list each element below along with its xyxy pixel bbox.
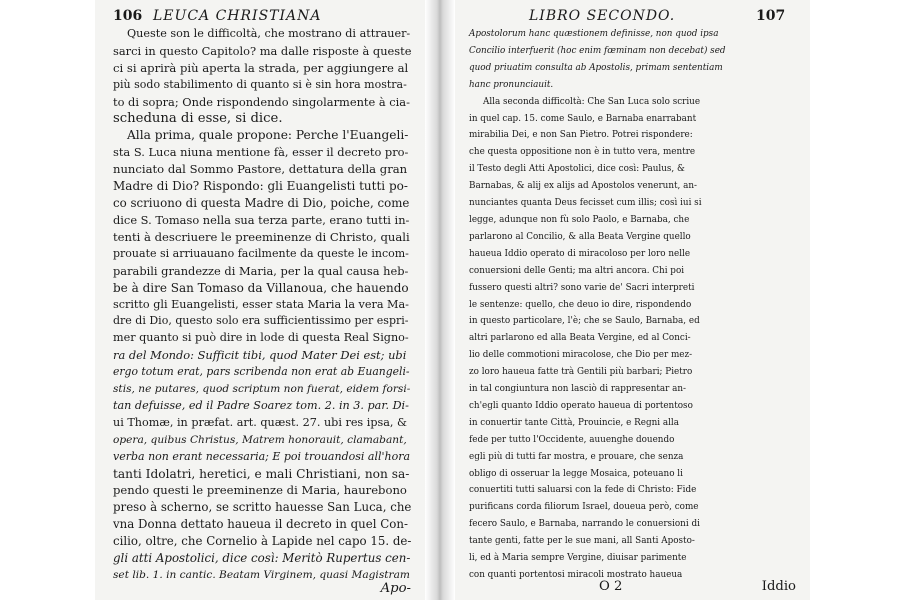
- text-line: in quel cap. 15. come Saulo, e Barnaba enarrabant: [469, 113, 697, 124]
- left-catchword: Apo-: [380, 581, 411, 596]
- text-line: vna Donna dettato haueua il decreto in quel Con-: [113, 517, 408, 532]
- text-line: più sodo stabilimento di quanto si è sin hora mostra-: [113, 77, 407, 91]
- text-line: ergo totum erat, pars scribenda non erat ab Euangeli-: [113, 365, 410, 379]
- right-running-title: LIBRO SECONDO.: [529, 8, 676, 24]
- text-line: fecero Saulo, e Barnaba, narrando le conuersioni di: [469, 519, 700, 530]
- text-line: purificans corda filiorum Israel, doueua però, come: [469, 502, 699, 513]
- text-line: legge, adunque non fù solo Paolo, e Barnaba, che: [469, 214, 690, 225]
- text-line: pendo questi le preeminenze di Maria, haurebono: [113, 483, 407, 498]
- text-line: in questo particolare, l'è; che se Saulo, Barnaba, ed: [469, 316, 700, 327]
- text-line: tanti Idolatri, heretici, e mali Christiani, non sa-: [113, 466, 410, 481]
- text-line: hanc pronunciauit.: [469, 79, 554, 90]
- left-running-head: [113, 8, 411, 24]
- text-line: Apostolorum hanc quæstionem definisse, non quod ipsa: [469, 29, 719, 39]
- text-line: mer quanto si può dire in lode di questa Real Signo-: [113, 331, 409, 345]
- left-page-number: 106: [113, 8, 143, 24]
- text-line: sarci in questo Capitolo? ma dalle risposte à queste: [113, 43, 412, 58]
- text-line: ci si aprirà più aperta la strada, per aggiungere al: [113, 60, 409, 75]
- right-running-head: [469, 8, 796, 24]
- left-text-block: [113, 26, 411, 584]
- text-line: cilio, oltre, che Cornelio à Lapide nel capo 15. de-: [113, 534, 412, 549]
- text-line: haueua Iddio operato di miracoloso per loro nelle: [469, 248, 691, 259]
- text-line: altri parlarono ed alla Beata Vergine, ed al Conci-: [469, 333, 691, 344]
- text-line: obligo di osseruar la legge Mosaica, poteuano li: [469, 468, 683, 479]
- text-line: Alla seconda difficoltà: Che San Luca solo scriue: [483, 96, 701, 107]
- text-line: scritto gli Euangelisti, esser stata Maria la vera Ma-: [113, 297, 409, 311]
- text-line: dice S. Tomaso nella sua terza parte, erano tutti in-: [113, 212, 410, 227]
- text-line: zo loro haueua fatte trà Gentili più barbari; Pietro: [469, 367, 693, 378]
- text-line: Concilio interfuerit (hoc enim fœminam non decebat) sed: [469, 45, 726, 56]
- text-line: tan defuisse, ed il Padre Soarez tom. 2. in 3. par. Di-: [113, 398, 409, 412]
- left-page: [95, 0, 425, 600]
- text-line: nunciato dal Sommo Pastore, dettatura della gran: [113, 162, 408, 177]
- text-line: verba non erant necessaria; E poi trouandosi all'hora: [113, 449, 411, 463]
- text-line: in conuertir tante Città, Prouincie, e Regni alla: [469, 417, 679, 428]
- text-line: stis, ne putares, quod scriptum non fuerat, eidem forsi-: [113, 383, 411, 396]
- text-line: dre di Dio, questo solo era sufficientissimo per espri-: [113, 314, 409, 328]
- right-catchword: Iddio: [761, 579, 796, 594]
- text-line: preso à scherno, se scritto hauesse San Luca, che: [113, 500, 412, 515]
- text-line: gli atti Apostolici, dice così: Meritò Rupertus cen-: [113, 551, 411, 566]
- text-line: egli più di tutti far mostra, e prouare, che senza: [469, 451, 684, 462]
- text-line: opera, quibus Christus, Matrem honorauit, clamabant,: [113, 433, 407, 446]
- text-line: prouate si arriuauano facilmente da queste le incom-: [113, 246, 409, 260]
- text-line: Alla prima, quale propone: Perche l'Euangeli-: [127, 128, 409, 143]
- text-line: scheduna di esse, si dice.: [113, 110, 283, 126]
- left-running-title: LEUCA CHRISTIANA: [153, 8, 322, 24]
- right-page: [455, 0, 810, 600]
- text-line: il Testo degli Atti Apostolici, dice così: Paulus, &: [469, 164, 685, 175]
- book-gutter: [425, 0, 455, 600]
- text-line: nunciantes quanta Deus fecisset cum illis; così iui si: [469, 198, 702, 209]
- text-line: to di sopra; Onde rispondendo singolarmente à cia-: [113, 94, 410, 109]
- text-line: Barnabas, & alij ex alijs ad Apostolos venerunt, an-: [469, 181, 698, 192]
- text-line: in tal congiuntura non lasciò di rappresentar an-: [469, 384, 687, 395]
- right-footer: [469, 579, 796, 594]
- text-line: le sentenze: quello, che deuo io dire, rispondendo: [469, 299, 692, 310]
- text-line: quod priuatim consulta ab Apostolis, primam sententiam: [469, 62, 723, 73]
- text-line: parabili grandezze di Maria, per la qual causa heb-: [113, 263, 409, 278]
- text-line: Queste son le difficoltà, che mostrano di attrauer-: [127, 27, 411, 40]
- text-line: conuertiti tutti saluarsi con la fede di Christo: Fide: [469, 485, 697, 496]
- text-line: be à dire San Tomaso da Villanoua, che hauendo: [113, 280, 409, 295]
- text-line: lio delle commotioni miracolose, che Dio per mez-: [469, 350, 693, 361]
- right-page-number: 107: [756, 8, 786, 24]
- text-line: fede per tutto l'Occidente, auuenghe douendo: [469, 434, 675, 445]
- text-line: fussero questi altri? sono varie de' Sacri interpreti: [469, 282, 695, 293]
- text-line: Madre di Dio? Rispondo: gli Euangelisti tutti po-: [113, 179, 408, 194]
- signature-mark: O 2: [599, 579, 623, 594]
- text-line: co scriuono di questa Madre di Dio, poiche, come: [113, 196, 410, 211]
- text-line: conuersioni delle Genti; ma altri ancora. Chi poi: [469, 265, 685, 276]
- text-line: parlarono al Concilio, & alla Beata Vergine quello: [469, 231, 691, 242]
- text-line: ra del Mondo: Sufficit tibi, quod Mater Dei est; ubi: [113, 348, 407, 363]
- right-text-block: [469, 26, 796, 584]
- text-line: tenti à descriuere le preeminenze di Christo, quali: [113, 229, 410, 244]
- text-line: tante genti, fatte per le sue mani, all Santi Aposto-: [469, 536, 695, 547]
- text-line: ch'egli quanto Iddio operato haueua di portentoso: [469, 400, 693, 411]
- text-line: set lib. 1. in cantic. Beatam Virginem, quasi Magistram: [113, 569, 410, 581]
- text-line: sta S. Luca niuna mentione fà, esser il decreto pro-: [113, 145, 409, 160]
- text-line: ui Thomæ, in præfat. art. quæst. 27. ubi res ipsa, &: [113, 415, 407, 429]
- text-line: che questa oppositione non è in tutto vera, mentre: [469, 147, 696, 158]
- text-line: mirabilia Dei, e non San Pietro. Potrei rispondere:: [469, 130, 693, 141]
- text-line: li, ed à Maria sempre Vergine, diuisar parimente: [469, 553, 687, 564]
- text-line: con quanti portentosi miracoli mostrato haueua: [469, 570, 683, 580]
